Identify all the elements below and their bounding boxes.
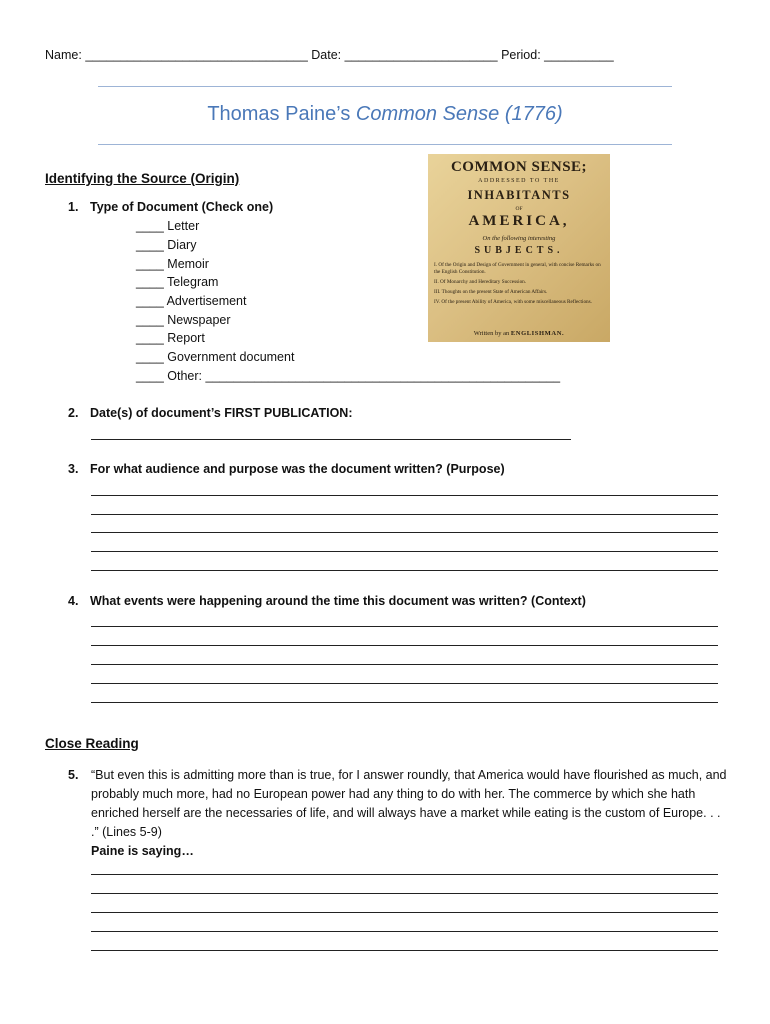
- date-field[interactable]: ______________________: [344, 48, 498, 62]
- cover-of: OF: [515, 206, 523, 212]
- period-field[interactable]: __________: [544, 48, 614, 62]
- answer-line[interactable]: [91, 514, 718, 515]
- question-1: 1. Type of Document (Check one): [68, 200, 274, 214]
- question-2: 2. Date(s) of document’s FIRST PUBLICATION:: [68, 406, 353, 420]
- title-bottom-rule: [98, 144, 672, 145]
- answer-line[interactable]: [91, 874, 718, 875]
- option-report[interactable]: ____ Report: [136, 331, 205, 345]
- answer-line[interactable]: [91, 645, 718, 646]
- answer-line[interactable]: [91, 551, 718, 552]
- answer-line[interactable]: [91, 931, 718, 932]
- answer-line[interactable]: [91, 950, 718, 951]
- answer-line[interactable]: [91, 912, 718, 913]
- option-telegram[interactable]: ____ Telegram: [136, 275, 219, 289]
- answer-line[interactable]: [91, 495, 718, 496]
- date-label: Date:: [311, 48, 342, 62]
- section-heading-origin: Identifying the Source (Origin): [45, 171, 240, 186]
- question-5: 5. “But even this is admitting more than is true, for I answer roundly, that America would have flourished as much, and probably much more, had no European power had any thing to do with her. The commerce by which she hath enriched herself are the necessaries of life, and will always have a market while eating is the custom of Europe. . . .” (Lines 5-9) Paine is saying…: [68, 766, 728, 861]
- answer-line[interactable]: [91, 626, 718, 627]
- option-memoir[interactable]: ____ Memoir: [136, 257, 209, 271]
- cover-title: COMMON SENSE;: [450, 159, 588, 175]
- cover-subject-list: [434, 262, 606, 309]
- name-field[interactable]: ________________________________: [85, 48, 308, 62]
- answer-line[interactable]: [91, 439, 571, 440]
- answer-line[interactable]: [91, 683, 718, 684]
- cover-subject-item: IV. Of the present Ability of America, with some miscellaneous Reflections.: [434, 299, 592, 305]
- answer-line[interactable]: [91, 893, 718, 894]
- cover-america: AMERICA,: [468, 213, 570, 229]
- question-3: 3. For what audience and purpose was the document written? (Purpose): [68, 462, 505, 476]
- question-5-prompt: Paine is saying…: [91, 844, 194, 858]
- option-advertisement[interactable]: ____ Advertisement: [136, 294, 247, 308]
- option-newspaper[interactable]: ____ Newspaper: [136, 313, 231, 327]
- common-sense-title-page-image: [428, 154, 610, 342]
- student-info-header: [45, 48, 614, 62]
- cover-byline: Written by an ENGLISHMAN.: [473, 330, 565, 337]
- cover-subjects: SUBJECTS.: [474, 245, 564, 256]
- cover-following: On the following interesting: [482, 235, 556, 242]
- answer-line[interactable]: [91, 570, 718, 571]
- option-letter[interactable]: ____ Letter: [136, 219, 200, 233]
- cover-subject-item: I. Of the Origin and Design of Government in general, with concise Remarks on the English Constitution.: [434, 262, 601, 275]
- option-other[interactable]: ____ Other: ___________________________________________________: [136, 369, 561, 383]
- name-label: Name:: [45, 48, 82, 62]
- cover-subject-item: III. Thoughts on the present State of American Affairs.: [434, 289, 548, 295]
- answer-line[interactable]: [91, 532, 718, 533]
- cover-inhabitants: INHABITANTS: [467, 188, 571, 202]
- cover-subject-item: II. Of Monarchy and Hereditary Succession.: [434, 279, 527, 285]
- quote-text: “But even this is admitting more than is true, for I answer roundly, that America would have flourished as much, and probably much more, had no European power had any thing to do with her. The commerce by which she hath enriched herself are the necessaries of life, and will always have a market while eating is the custom of Europe. . . .” (Lines 5-9): [91, 768, 727, 839]
- question-4: 4. What events were happening around the time this document was written? (Context): [68, 594, 586, 608]
- section-heading-close-reading: Close Reading: [45, 736, 139, 751]
- page-title: Thomas Paine’s Common Sense (1776): [207, 103, 563, 125]
- answer-line[interactable]: [91, 702, 718, 703]
- option-diary[interactable]: ____ Diary: [136, 238, 197, 252]
- period-label: Period:: [501, 48, 541, 62]
- option-government-document[interactable]: ____ Government document: [136, 350, 295, 364]
- page-title-italic: Common Sense (1776): [355, 103, 563, 125]
- title-top-rule: [98, 86, 672, 87]
- answer-line[interactable]: [91, 664, 718, 665]
- cover-addressed: ADDRESSED TO THE: [478, 178, 560, 184]
